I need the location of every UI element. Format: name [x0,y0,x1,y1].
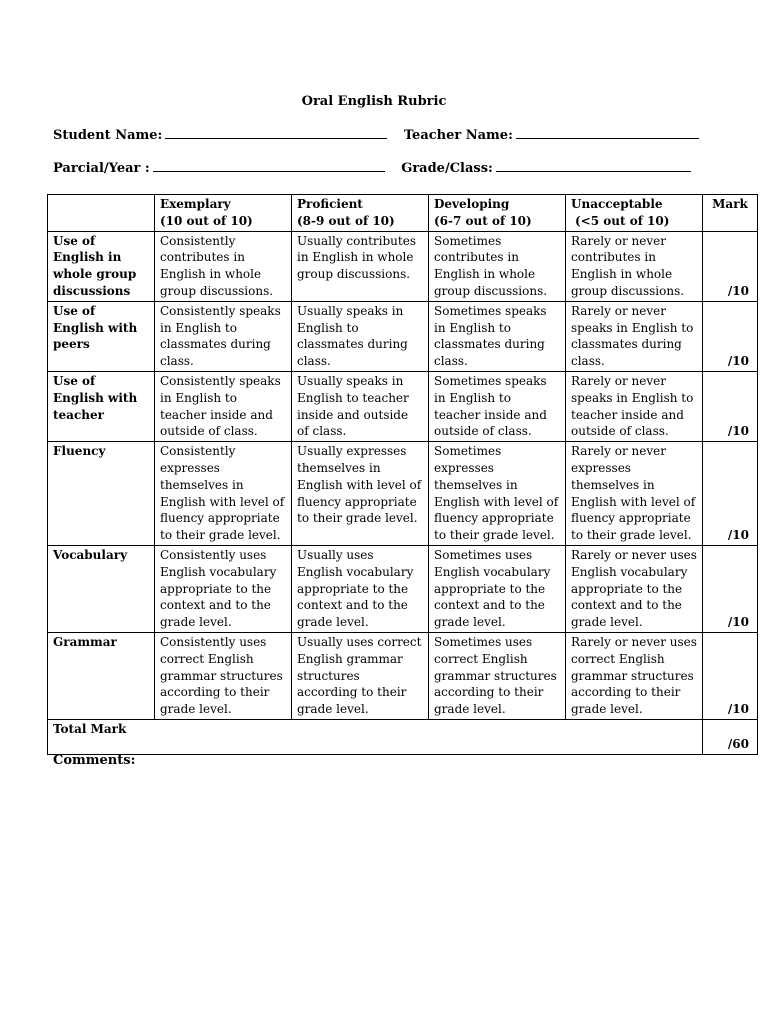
unacceptable-header: Unacceptable (<5 out of 10) [566,195,703,232]
mark-cell[interactable]: /10 [703,545,758,632]
student-name-line[interactable] [165,126,387,139]
header-row [48,195,758,232]
table-cell: Consistently uses English vocabulary appropriate to the context and to the grade level. [155,545,292,632]
table-row [48,371,758,441]
table-cell: Rarely or never speaks in English to classmates during class. [566,301,703,371]
table-cell: Rarely or never uses correct English grammar structures according to their grade level. [566,632,703,719]
table-cell: Usually expresses themselves in English with level of fluency appropriate to their grade level. [292,442,429,546]
rubric-table [47,194,758,755]
exemplary-header: Exemplary (10 out of 10) [155,195,292,232]
table-cell: Sometimes uses English vocabulary appropriate to the context and to the grade level. [429,545,566,632]
table-cell: Consistently expresses themselves in English with level of fluency appropriate to their grade level. [155,442,292,546]
table-cell: Usually uses English vocabulary appropriate to the context and to the grade level. [292,545,429,632]
parcial-year-line[interactable] [153,159,385,172]
class-fields-row [53,159,703,178]
criterion-teacher: Use of English with teacher [48,371,155,441]
criterion-fluency: Fluency [48,442,155,546]
mark-cell[interactable]: /10 [703,632,758,719]
table-cell: Consistently contributes in English in whole group discussions. [155,231,292,301]
table-cell: Rarely or never uses English vocabulary appropriate to the context and to the grade level. [566,545,703,632]
table-row [48,632,758,719]
criterion-whole-group: Use of English in whole group discussions [48,231,155,301]
total-mark-cell[interactable]: /60 [703,719,758,754]
table-row [48,231,758,301]
criterion-vocabulary: Vocabulary [48,545,155,632]
table-cell: Sometimes expresses themselves in English with level of fluency appropriate to their grade level. [429,442,566,546]
criterion-grammar: Grammar [48,632,155,719]
parcial-year-label: Parcial/Year : [53,161,150,176]
comments-label: Comments: [53,753,136,768]
table-cell: Consistently speaks in English to classmates during class. [155,301,292,371]
student-name-label: Student Name: [53,128,163,143]
table-cell: Usually speaks in English to teacher inside and outside of class. [292,371,429,441]
table-cell: Rarely or never expresses themselves in English with level of fluency appropriate to their grade level. [566,442,703,546]
mark-header: Mark [703,195,758,232]
name-fields-row [53,126,711,145]
table-cell: Sometimes uses correct English grammar structures according to their grade level. [429,632,566,719]
criterion-peers: Use of English with peers [48,301,155,371]
total-mark-label: Total Mark [48,719,703,754]
proficient-header: Proficient (8-9 out of 10) [292,195,429,232]
mark-cell[interactable]: /10 [703,371,758,441]
criteria-header [48,195,155,232]
grade-class-line[interactable] [496,159,691,172]
page-title: Oral English Rubric [301,94,447,109]
table-cell: Consistently uses correct English grammar structures according to their grade level. [155,632,292,719]
teacher-name-line[interactable] [516,126,699,139]
table-cell: Sometimes speaks in English to teacher inside and outside of class. [429,371,566,441]
table-cell: Consistently speaks in English to teacher inside and outside of class. [155,371,292,441]
grade-class-label: Grade/Class: [401,161,493,176]
table-cell: Rarely or never speaks in English to teacher inside and outside of class. [566,371,703,441]
teacher-name-label: Teacher Name: [403,128,513,143]
mark-cell[interactable]: /10 [703,231,758,301]
table-row [48,301,758,371]
table-cell: Sometimes speaks in English to classmates during class. [429,301,566,371]
table-row [48,442,758,546]
table-cell: Sometimes contributes in English in whole group discussions. [429,231,566,301]
table-cell: Rarely or never contributes in English in whole group discussions. [566,231,703,301]
developing-header: Developing (6-7 out of 10) [429,195,566,232]
mark-cell[interactable]: /10 [703,301,758,371]
total-row [48,719,758,754]
table-row [48,545,758,632]
mark-cell[interactable]: /10 [703,442,758,546]
table-cell: Usually contributes in English in whole group discussions. [292,231,429,301]
table-cell: Usually uses correct English grammar structures according to their grade level. [292,632,429,719]
table-cell: Usually speaks in English to classmates during class. [292,301,429,371]
